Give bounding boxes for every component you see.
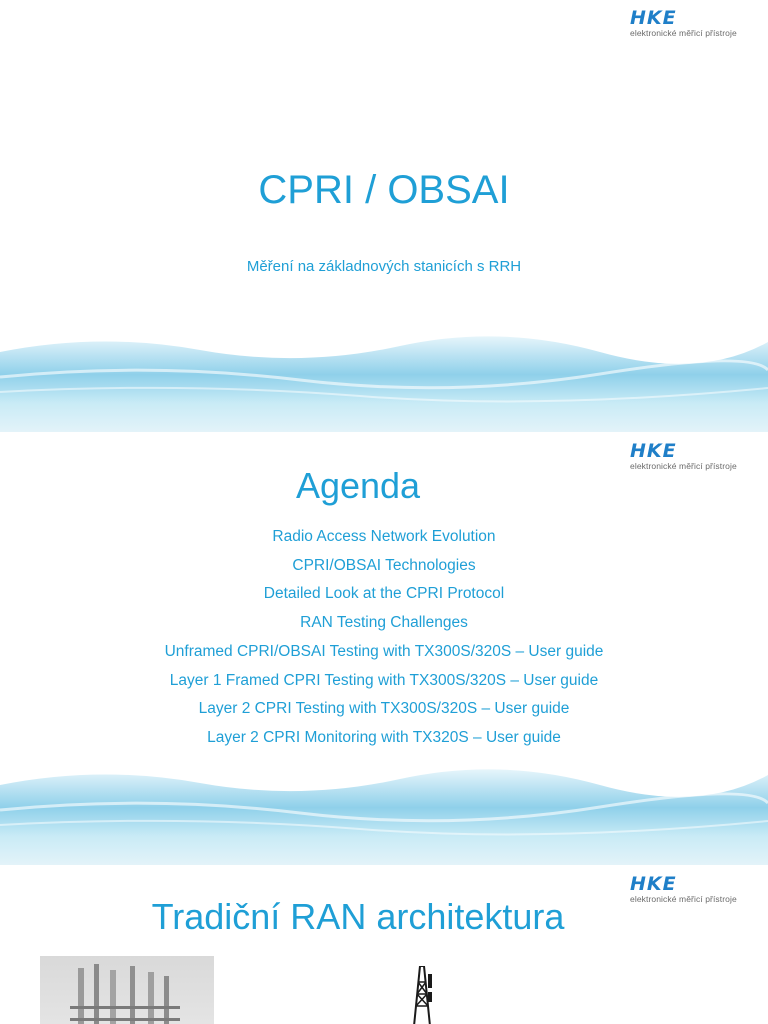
agenda-item: Unframed CPRI/OBSAI Testing with TX300S/320S – User guide <box>164 642 604 660</box>
cell-tower-icon <box>402 966 442 1024</box>
slide-subtitle: Měření na základnových stanicích s RRH <box>246 258 522 275</box>
slide-title <box>0 0 768 432</box>
slide-ran <box>0 866 768 1024</box>
agenda-item: Layer 2 CPRI Testing with TX300S/320S – User guide <box>198 700 570 718</box>
logo-mark: HKE <box>630 440 677 462</box>
logo-mark: HKE <box>630 7 677 29</box>
logo-tagline: elektronické měřicí přístroje <box>630 28 737 38</box>
agenda-item: Detailed Look at the CPRI Protocol <box>263 585 505 603</box>
logo-mark: HKE <box>630 873 677 895</box>
agenda-item: RAN Testing Challenges <box>300 614 468 632</box>
logo-tagline: elektronické měřicí přístroje <box>630 461 737 471</box>
ran-heading: Tradiční RAN architektura <box>151 896 565 937</box>
agenda-item: Radio Access Network Evolution <box>272 528 496 545</box>
wave-decoration <box>0 765 768 865</box>
antenna-mast-photo <box>40 956 214 1024</box>
agenda-list <box>0 523 768 753</box>
slide-agenda <box>0 433 768 865</box>
slide-title-heading: CPRI / OBSAI <box>258 168 510 212</box>
agenda-item: Layer 2 CPRI Monitoring with TX320S – User guide <box>207 728 561 746</box>
agenda-item: Layer 1 Framed CPRI Testing with TX300S/320S – User guide <box>169 671 599 689</box>
logo-tagline: elektronické měřicí přístroje <box>630 894 737 904</box>
hke-logo <box>630 8 758 38</box>
antenna-mast-image <box>40 956 214 1024</box>
wave-decoration <box>0 332 768 432</box>
agenda-heading: Agenda <box>295 465 421 506</box>
agenda-item: CPRI/OBSAI Technologies <box>292 556 476 574</box>
